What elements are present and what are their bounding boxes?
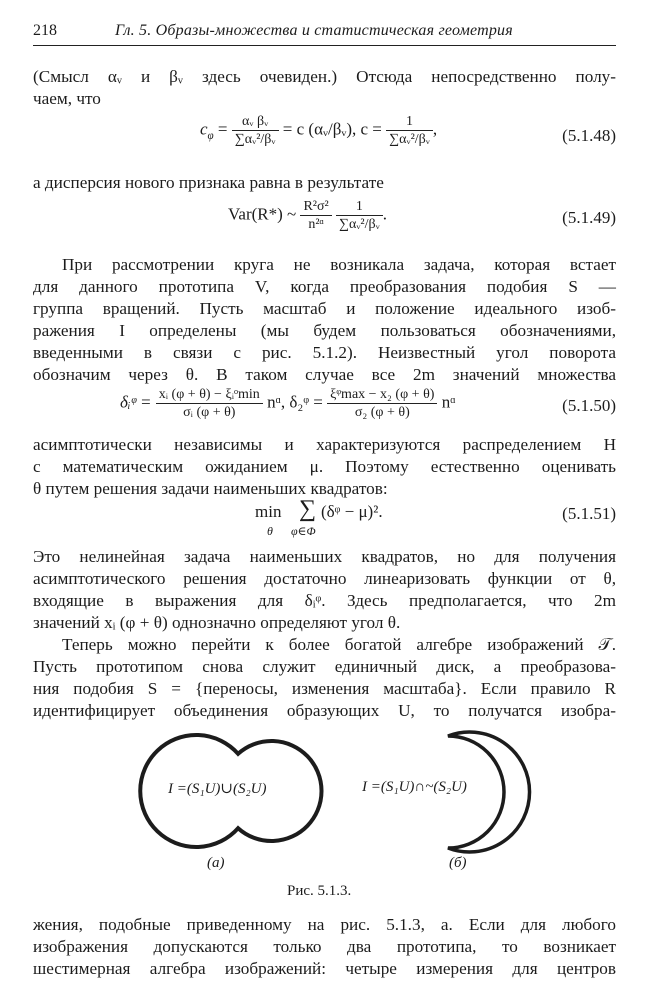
figure-label-a: I =(S₁U)∪(S₂U) [168,781,267,797]
equation-number: (5.1.49) [562,208,616,227]
text-line: значений xᵢ (φ + θ) однозначно определяют угол θ. [33,613,401,632]
subfigure-label-a: (a) [207,855,225,871]
text-line: θ путем решения задачи наименьших квадратов: [33,479,388,498]
min-operator: min [255,502,282,521]
text-line: жения, подобные приведенному на рис. 5.1.3, а. Если для любого [33,915,616,934]
eq-lhs-sub: φ [207,129,214,142]
denominator: σ₂ (φ + θ) [354,405,410,420]
figure-caption: Рис. 5.1.3. [287,883,352,899]
min-sub: θ [267,524,273,538]
text-line: а дисперсия нового признака равна в результате [33,173,384,192]
text-line: чаем, что [33,89,101,108]
eq-lhs: Var(R*) ~ [228,204,297,224]
text-line: группа вращений. Пусть масштаб и положение идеального изоб- [33,299,616,318]
eq-tail: , [432,119,438,139]
eq-middle: nᵅ, δ₂ᵠ = [267,392,323,412]
denominator: ∑αᵥ²/βᵥ [234,132,276,147]
numerator: R²σ² [300,198,331,216]
text-line: шестимерная алгебра изображений: четыре измерения для центров [33,959,616,978]
text-line: обозначим через θ. В таком случае все 2m значений множества [33,365,616,384]
running-title: Гл. 5. Образы-множества и статистическая геометрия [115,22,513,39]
text-line: ражения I определены (мы будем пользоваться обозначениями, [33,321,616,340]
text-line: При рассмотрении круга не возникала задача, которая встает [62,255,616,274]
eq-tail: nᵅ [441,392,456,412]
numerator: ξᵠmax − x₂ (φ + θ) [327,386,437,404]
equation-number: (5.1.51) [562,504,616,523]
text-line: Это нелинейная задача наименьших квадратов, но для получения [33,547,616,566]
figure-label-b: I =(S₁U)∩~(S₂U) [362,779,467,795]
text-line: с математическим ожиданием μ. Поэтому естественно оценивать [33,457,616,476]
numerator: 1 [336,198,383,216]
page-number: 218 [33,22,57,39]
text-line: Пусть прототипом снова служит единичный диск, а преобразова- [33,657,616,676]
subfigure-label-b: (б) [449,855,467,871]
denominator: ∑αᵥ²/βᵥ [339,217,380,232]
text-line: (Смысл αᵥ и βᵥ здесь очевиден.) Отсюда непосредственно полу- [33,67,616,86]
denominator: n²ᵅ [308,217,324,232]
eq-equals: = [217,119,228,139]
numerator: αᵥ βᵥ [232,113,279,131]
text-line: введенными в связи с рис. 5.1.2). Неизвестный угол поворота [33,343,616,362]
equation-number: (5.1.50) [562,396,616,415]
text-line: для данного прототипа V, когда преобразования подобия S — [33,277,616,296]
sum-sub: φ∈Φ [291,524,316,538]
eq-body: (δᵠ − μ)². [321,502,383,521]
text-line: асимптотического решения достаточно линеаризовать функции от θ, [33,569,616,588]
denominator: σᵢ (φ + θ) [183,405,236,420]
text-line: изображения допускаются только два прототипа, то возникает [33,937,616,956]
eq-lhs: δᵢᵠ = [120,392,152,412]
eq-tail: . [382,204,388,224]
text-line: ния подобия S = {переносы, изменения масштаба}. Если правило R [33,679,616,698]
numerator: xᵢ (φ + θ) − ξᵢᵒmin [156,386,263,404]
eq-lhs: c [200,119,208,139]
text-line: идентифицирует объединения образующих U, то получатся изобра- [33,701,616,720]
eq-middle: = c (αᵥ/βᵥ), c = [282,119,382,139]
text-line: Теперь можно перейти к более богатой алгебре изображений 𝒯. [62,635,616,654]
numerator: 1 [386,113,433,131]
denominator: ∑αᵥ²/βᵥ [389,132,430,147]
text-line: входящие в выражения для δᵢᵠ. Здесь предполагается, что 2m [33,591,616,610]
text-line: асимптотически независимы и характеризуются распределением H [33,435,616,454]
equation-number: (5.1.48) [562,126,616,145]
sum-operator: ∑ [299,496,317,522]
